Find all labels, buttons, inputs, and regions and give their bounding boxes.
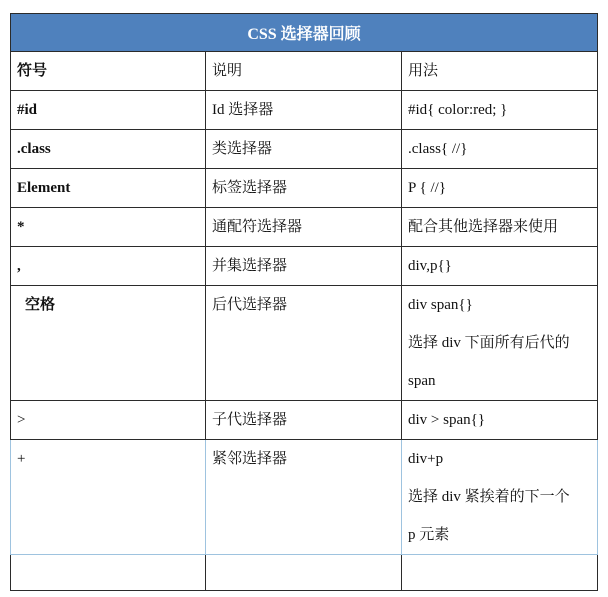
row-description: 并集选择器 <box>206 247 402 286</box>
table-header-row <box>11 52 598 91</box>
header-description: 说明 <box>206 52 402 91</box>
row-usage: div > span{} <box>402 401 598 440</box>
row-usage: #id{ color:red; } <box>402 91 598 130</box>
row-description <box>206 555 402 591</box>
row-description: 紧邻选择器 <box>206 440 402 555</box>
row-symbol: #id <box>11 91 206 130</box>
row-description: 类选择器 <box>206 130 402 169</box>
row-symbol: , <box>11 247 206 286</box>
table-row <box>11 440 598 555</box>
row-symbol: > <box>11 401 206 440</box>
table-row <box>11 247 598 286</box>
row-usage <box>402 555 598 591</box>
row-usage: div,p{} <box>402 247 598 286</box>
row-symbol: .class <box>11 130 206 169</box>
table-row <box>11 130 598 169</box>
table-title: CSS 选择器回顾 <box>11 14 598 52</box>
table-row <box>11 208 598 247</box>
row-symbol: 空格 <box>11 286 206 401</box>
table-row <box>11 169 598 208</box>
css-selector-table <box>10 13 598 591</box>
usage-line: 选择 div 紧挨着的下一个 <box>408 489 570 505</box>
row-description: 子代选择器 <box>206 401 402 440</box>
usage-line: p 元素 <box>408 527 450 543</box>
row-description: 通配符选择器 <box>206 208 402 247</box>
row-symbol: Element <box>11 169 206 208</box>
header-usage: 用法 <box>402 52 598 91</box>
usage-line: span <box>408 373 436 389</box>
row-description: 标签选择器 <box>206 169 402 208</box>
header-symbol: 符号 <box>11 52 206 91</box>
row-description: Id 选择器 <box>206 91 402 130</box>
usage-line: div+p <box>408 451 444 467</box>
table-row <box>11 555 598 591</box>
row-usage: .class{ //} <box>402 130 598 169</box>
row-usage: P { //} <box>402 169 598 208</box>
row-usage <box>402 440 598 555</box>
table-row <box>11 401 598 440</box>
row-usage: 配合其他选择器来使用 <box>402 208 598 247</box>
row-description: 后代选择器 <box>206 286 402 401</box>
row-symbol: * <box>11 208 206 247</box>
table-row <box>11 91 598 130</box>
usage-line: 选择 div 下面所有后代的 <box>408 335 570 351</box>
row-usage <box>402 286 598 401</box>
row-symbol <box>11 555 206 591</box>
table-title-row <box>11 14 598 52</box>
row-symbol: + <box>11 440 206 555</box>
table-row <box>11 286 598 401</box>
usage-line: div span{} <box>408 297 473 313</box>
